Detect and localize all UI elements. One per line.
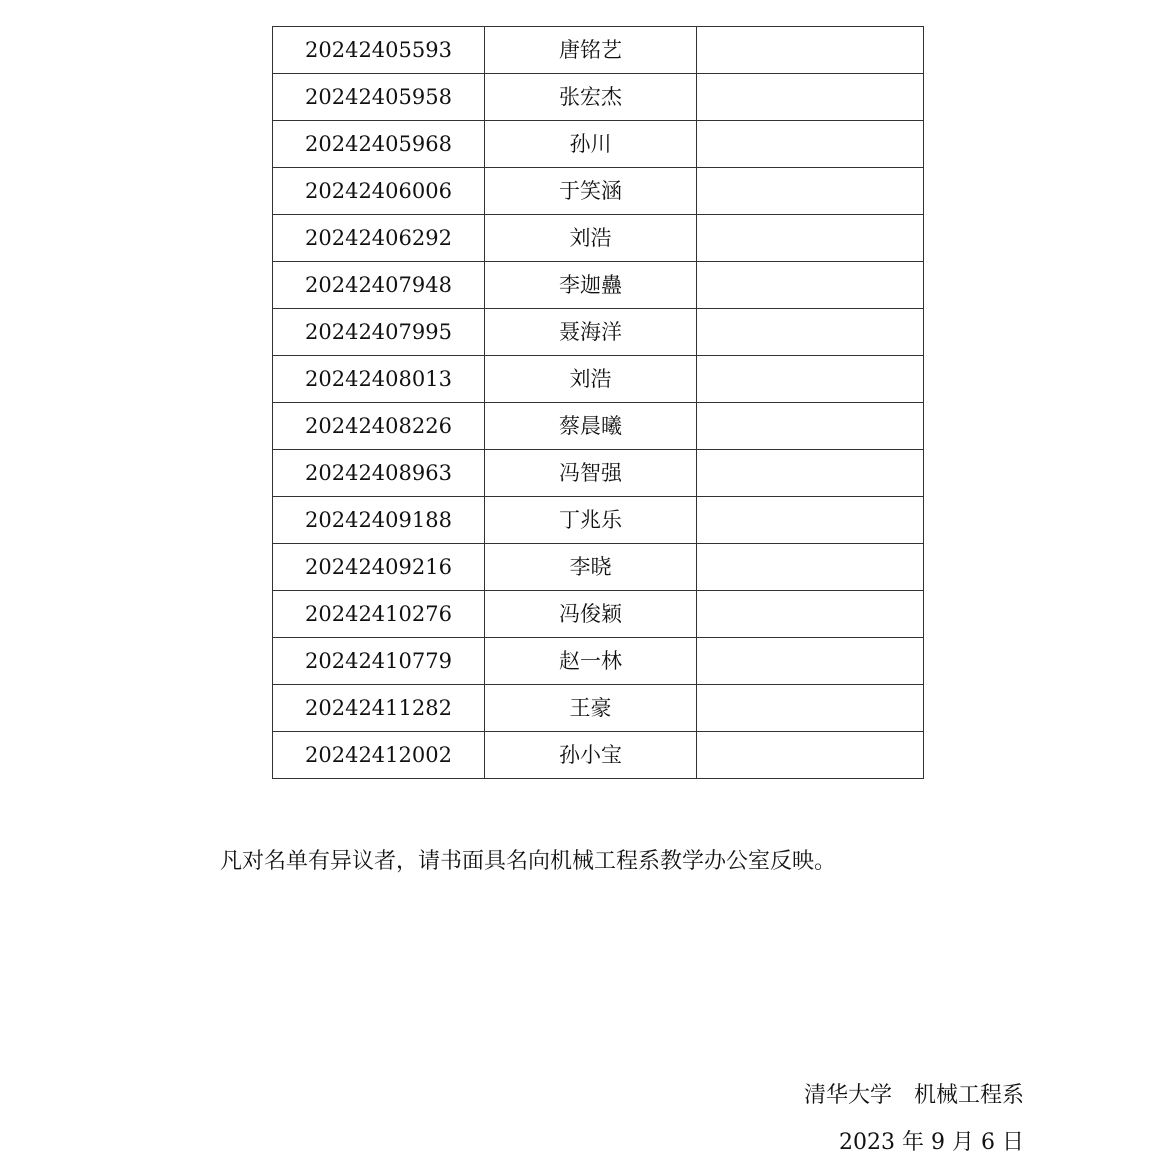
table-row [273, 356, 924, 403]
table-row [273, 685, 924, 732]
student-id-cell: 20242407995 [273, 309, 485, 356]
student-id-cell: 20242405958 [273, 74, 485, 121]
objection-notice: 凡对名单有异议者，请书面具名向机械工程系教学办公室反映。 [220, 849, 837, 874]
table-row [273, 450, 924, 497]
table-row [273, 638, 924, 685]
student-name-cell: 王豪 [485, 685, 697, 732]
student-id-cell: 20242409188 [273, 497, 485, 544]
remark-cell [697, 497, 924, 544]
student-id-cell: 20242408226 [273, 403, 485, 450]
student-name-cell: 蔡晨曦 [485, 403, 697, 450]
remark-cell [697, 450, 924, 497]
table-row [273, 121, 924, 168]
table-row [273, 732, 924, 779]
table-row [273, 74, 924, 121]
signature-organization: 清华大学 机械工程系 [803, 1083, 1024, 1108]
student-name-cell: 孙川 [485, 121, 697, 168]
table-row [273, 215, 924, 262]
student-id-cell: 20242406006 [273, 168, 485, 215]
remark-cell [697, 544, 924, 591]
student-name-cell: 刘浩 [485, 356, 697, 403]
table-row [273, 403, 924, 450]
remark-cell [697, 262, 924, 309]
remark-cell [697, 309, 924, 356]
table-row [273, 309, 924, 356]
table-row [273, 262, 924, 309]
table-row [273, 27, 924, 74]
student-name-cell: 赵一林 [485, 638, 697, 685]
remark-cell [697, 591, 924, 638]
remark-cell [697, 168, 924, 215]
student-id-cell: 20242410779 [273, 638, 485, 685]
student-name-cell: 于笑涵 [485, 168, 697, 215]
roster-body [273, 27, 924, 779]
student-name-cell: 李晓 [485, 544, 697, 591]
student-id-cell: 20242407948 [273, 262, 485, 309]
remark-cell [697, 215, 924, 262]
student-name-cell: 唐铭艺 [485, 27, 697, 74]
student-name-cell: 丁兆乐 [485, 497, 697, 544]
student-id-cell: 20242409216 [273, 544, 485, 591]
table-row [273, 497, 924, 544]
table-row [273, 168, 924, 215]
student-name-cell: 冯俊颖 [485, 591, 697, 638]
student-name-cell: 刘浩 [485, 215, 697, 262]
student-id-cell: 20242406292 [273, 215, 485, 262]
student-name-cell: 冯智强 [485, 450, 697, 497]
student-id-cell: 20242411282 [273, 685, 485, 732]
remark-cell [697, 121, 924, 168]
remark-cell [697, 27, 924, 74]
signature-date: 2023 年 9 月 6 日 [839, 1130, 1024, 1155]
student-roster-table [272, 26, 924, 779]
table-row [273, 591, 924, 638]
remark-cell [697, 74, 924, 121]
student-id-cell: 20242412002 [273, 732, 485, 779]
student-id-cell: 20242410276 [273, 591, 485, 638]
remark-cell [697, 685, 924, 732]
table-row [273, 544, 924, 591]
student-id-cell: 20242408013 [273, 356, 485, 403]
student-id-cell: 20242405593 [273, 27, 485, 74]
student-id-cell: 20242408963 [273, 450, 485, 497]
remark-cell [697, 732, 924, 779]
student-id-cell: 20242405968 [273, 121, 485, 168]
remark-cell [697, 356, 924, 403]
remark-cell [697, 403, 924, 450]
student-name-cell: 李迦蠱 [485, 262, 697, 309]
student-name-cell: 孙小宝 [485, 732, 697, 779]
remark-cell [697, 638, 924, 685]
student-name-cell: 聂海洋 [485, 309, 697, 356]
student-name-cell: 张宏杰 [485, 74, 697, 121]
